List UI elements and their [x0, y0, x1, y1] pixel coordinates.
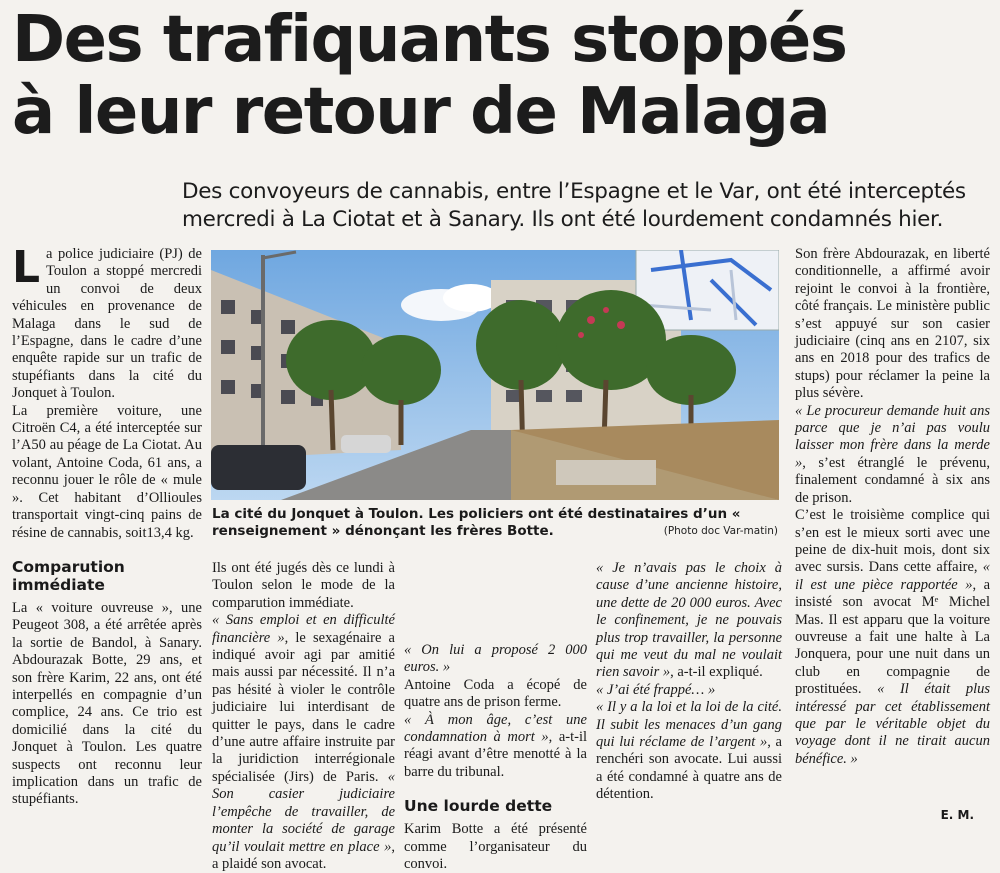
quote-loi-cite: « Il y a la loi et la loi de la cité. Il subit les menaces d’un gang qui lui réclame de l’argent » [596, 699, 782, 751]
quote-dette: « Je n’avais pas le choix à cause d’une ancienne histoire, une dette de 20 000 euros. Avec le confinement, je ne pouvais plus trop travailler, la personne qui me veut du mal ne voulait rien savoir » [596, 560, 782, 681]
paragraph-5-text: , le sexagénaire a indiqué avoir agi par amitié mais aussi par nécessité. Il n’a pas hésité à violer le contrôle judiciaire lui interdisant de quitter le pays, dans le cadre d’une autre affaire instruite par la juridiction interrégionale spécialisée (Jirs) de Paris. [212, 629, 395, 785]
quote-mon-age: « À mon âge, c’est une condamnation à mort » [404, 711, 587, 746]
headline-line-2: à leur retour de Malaga [12, 75, 830, 149]
paragraph-8-text: , a-t-il réagi avant d’être menotté à la barre du tribunal. [404, 729, 587, 780]
quote-frappe: « J’ai été frappé… » [596, 681, 716, 698]
paragraph-7: Antoine Coda a écopé de quatre ans de prison ferme. [404, 676, 587, 711]
paragraph-13 [795, 403, 990, 507]
column-4 [596, 560, 782, 804]
subhead-comparution: Comparution immédiate [12, 557, 125, 594]
quote-piece-rapportee: « il est une pièce rapportée » [795, 559, 990, 593]
column-1 [12, 242, 202, 809]
subhead-lourde-dette: Une lourde dette [404, 797, 553, 816]
headline-line-1: Des trafiquants stoppés [12, 3, 847, 77]
quote-casier: « Son casier judiciaire l’empêche de travailler, de monter la société de garage qu’il voulait mettre en place » [212, 768, 396, 855]
paragraph-9 [596, 560, 782, 682]
drop-cap: L [12, 242, 41, 293]
quote-2000-euros: « On lui a proposé 2 000 euros. » [404, 642, 587, 676]
paragraph-14-text: C’est le troisième complice qui s’en est le mieux sorti avec une peine de dix-huit mois, dont six avec sursis. Dans cette affaire, [795, 507, 990, 576]
paragraph-5 [212, 612, 395, 873]
paragraph-5-end: , a plaidé son avocat. [212, 838, 395, 872]
paragraph-2: La première voiture, une Citroën C4, a été interceptée sur l’A50 au péage de La Ciotat. Au volant, Antoine Coda, 61 ans, a reconnu jouer le rôle de « mule ». Cet habitant d’Ollioules transportait vingt-cinq pains de résine de cannabis, soit13,4 kg. [12, 402, 202, 541]
paragraph-4: Ils ont été jugés dès ce lundi à Toulon selon le mode de la comparution immédiate. [212, 560, 395, 611]
deck-line-1: Des convoyeurs de cannabis, entre l’Espagne et le Var, ont été interceptés [182, 179, 966, 204]
column-3 [404, 560, 587, 873]
deck [182, 178, 992, 234]
column-2 [212, 560, 395, 873]
paragraph-intro [12, 242, 202, 403]
column-5 [795, 246, 990, 768]
author-signature: E. M. [940, 808, 974, 822]
quote-etablissement: « Il était plus intéressé par cet établissement que par le véritable objet du voyage dont il ne tirait aucun bénéfice. » [795, 681, 990, 767]
paragraph-3: La « voiture ouvreuse », une Peugeot 308, a été arrêtée après la sortie de Bandol, à Sanary. Abdourazak Botte, 29 ans, et son frère Karim, 22 ans, ont été interpellés en compagnie d’un complice, 24 ans. Ce trio est domicilié dans la cité du Jonquet à Toulon. Les quatre suspects ont reconnu leur implication dans un trafic de stupéfiants. [12, 599, 202, 808]
paragraph-9-start: Karim Botte a été présenté comme l’organisateur du convoi. [404, 821, 587, 873]
paragraph-11 [596, 699, 782, 803]
photo-cite-jonquet [211, 250, 779, 500]
photo-illustration [211, 250, 779, 500]
photo-caption: La cité du Jonquet à Toulon. Les policiers ont été destinataires d’un « renseignement » dénonçant les frères Botte. [212, 506, 741, 539]
paragraph-9-end: , a-t-il expliqué. [670, 664, 763, 681]
photo-credit: (Photo doc Var-matin) [663, 525, 778, 537]
quote-procureur: « Le procureur demande huit ans parce que je n’ai pas voulu laisser mon frère dans la merde » [795, 402, 990, 471]
deck-line-2: mercredi à La Ciotat et à Sanary. Ils ont été lourdement condamnés hier. [182, 207, 944, 232]
paragraph-14 [795, 507, 990, 768]
paragraph-1-text: a police judiciaire (PJ) de Toulon a stoppé mercredi un convoi de deux véhicules en provenance de Malaga dans le sud de l’Espagne, dans le cadre d’une enquête rapide sur un trafic de stupéfiants dans la cité du Jonquet à Toulon. [12, 246, 202, 402]
paragraph-13-text: , s’est étranglé le prévenu, finalement condamné à six ans de prison. [795, 454, 990, 506]
headline [12, 4, 992, 148]
quote-sans-emploi: « Sans emploi et en difficulté financière » [212, 612, 395, 646]
paragraph-12: Son frère Abdourazak, en liberté conditionnelle, a affirmé avoir rejoint le convoi à la frontière, côté français. Le ministère public s’est appuyé sur son casier judiciaire (cinq ans en 2107, six ans en 2018 pour des trafics de stups) pour réclamer la peine la plus sévère. [795, 246, 990, 402]
paragraph-14-rest: , a insisté son avocat Mᵉ Michel Mas. Il est apparu que la voiture ouvreuse a fait une halte à La Jonquera, pour une nuit dans un club en compagnie de prostituées. [795, 576, 990, 698]
paragraph-8 [404, 712, 587, 782]
paragraph-11-text: , a renchéri son avocate. Lui aussi a été condamné à quatre ans de détention. [596, 734, 782, 803]
